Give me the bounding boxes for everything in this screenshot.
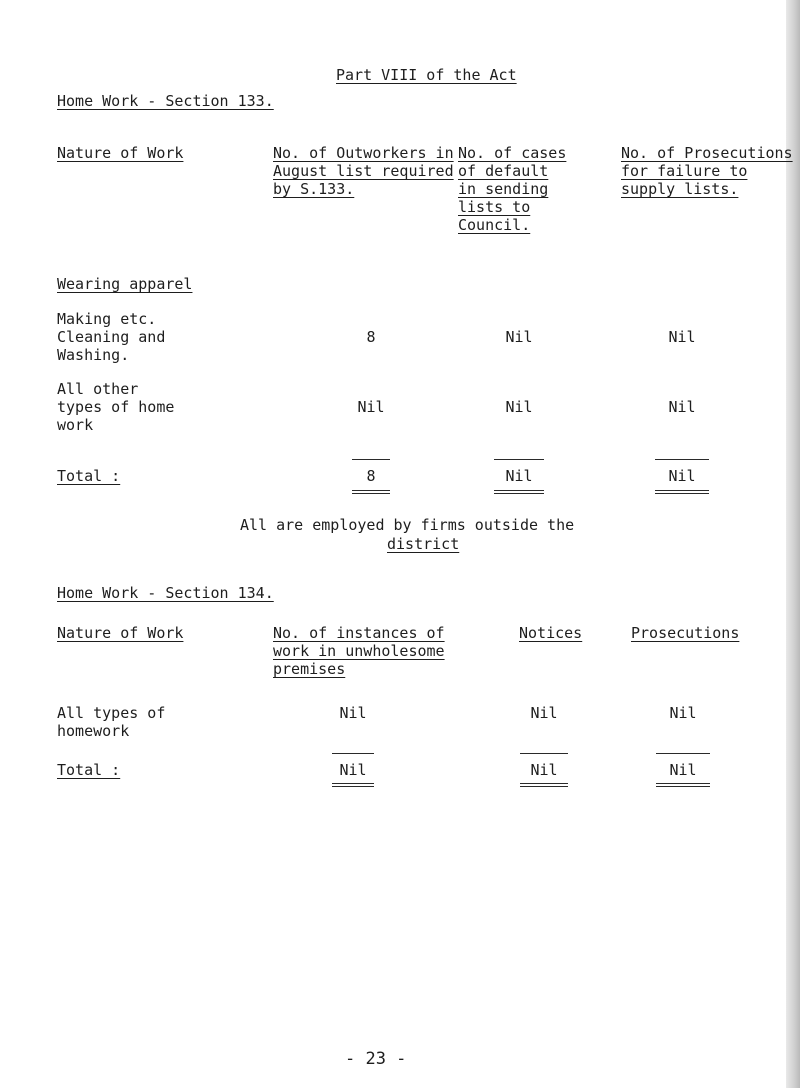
s134-total-prosecutions: Nil xyxy=(669,761,697,779)
s134-rule-above-total-prosecutions xyxy=(656,753,710,754)
s133-header-default-5: Council. xyxy=(458,216,531,234)
s133-note-line-2: district xyxy=(387,535,460,553)
s133-rule-above-total-outworkers xyxy=(352,459,390,460)
s134-rule-above-total-notices xyxy=(520,753,568,754)
s133-header-prosecutions-3: supply lists. xyxy=(621,180,739,198)
s133-row1-label-3: Washing. xyxy=(57,346,130,364)
s134-header-notices: Notices xyxy=(519,624,583,642)
s133-total-label: Total : xyxy=(57,467,121,485)
s133-header-default-1: No. of cases xyxy=(458,144,567,162)
s133-total-default: Nil xyxy=(505,467,533,485)
s133-row1-default: Nil xyxy=(505,328,533,346)
page-number: - 23 - xyxy=(345,1049,407,1069)
s134-double-rule-prosecutions xyxy=(656,783,710,787)
s134-row1-notices: Nil xyxy=(530,704,558,722)
s133-header-default-4: lists to xyxy=(458,198,531,216)
s133-note-line-1: All are employed by firms outside the xyxy=(240,516,575,534)
s133-header-nature: Nature of Work xyxy=(57,144,184,162)
s133-row1-outworkers: 8 xyxy=(366,328,376,346)
s133-row2-label-3: work xyxy=(57,416,94,434)
s134-header-instances-1: No. of instances of xyxy=(273,624,445,642)
s133-row2-label-2: types of home xyxy=(57,398,175,416)
s134-header-instances-2: work in unwholesome xyxy=(273,642,445,660)
s133-group-label: Wearing apparel xyxy=(57,275,193,293)
s133-row2-default: Nil xyxy=(505,398,533,416)
s133-header-default-2: of default xyxy=(458,162,549,180)
s133-rule-above-total-prosecutions xyxy=(655,459,709,460)
s134-header-nature: Nature of Work xyxy=(57,624,184,642)
s133-row1-label-2: Cleaning and xyxy=(57,328,166,346)
s134-double-rule-instances xyxy=(332,783,374,787)
s134-total-notices: Nil xyxy=(530,761,558,779)
s133-double-rule-prosecutions xyxy=(655,490,709,494)
section-133-heading: Home Work - Section 133. xyxy=(57,92,274,110)
page-edge-shadow xyxy=(786,0,800,1088)
s134-row1-label-2: homework xyxy=(57,722,130,740)
s133-header-outworkers-2: August list required xyxy=(273,162,454,180)
s133-row2-prosecutions: Nil xyxy=(668,398,696,416)
s133-row2-outworkers: Nil xyxy=(357,398,385,416)
s134-row1-prosecutions: Nil xyxy=(669,704,697,722)
s133-header-default-3: in sending xyxy=(458,180,549,198)
s133-row1-prosecutions: Nil xyxy=(668,328,696,346)
section-134-heading: Home Work - Section 134. xyxy=(57,584,274,602)
s133-total-outworkers: 8 xyxy=(366,467,376,485)
s134-row1-instances: Nil xyxy=(339,704,367,722)
s134-rule-above-total-instances xyxy=(332,753,374,754)
s134-header-instances-3: premises xyxy=(273,660,346,678)
s134-row1-label-1: All types of xyxy=(57,704,166,722)
s133-double-rule-default xyxy=(494,490,544,494)
s133-header-prosecutions-2: for failure to xyxy=(621,162,748,180)
s133-double-rule-outworkers xyxy=(352,490,390,494)
s134-total-instances: Nil xyxy=(339,761,367,779)
page-title: Part VIII of the Act xyxy=(336,66,517,84)
s133-row1-label-1: Making etc. xyxy=(57,310,157,328)
s133-header-outworkers-1: No. of Outworkers in xyxy=(273,144,454,162)
s134-total-label: Total : xyxy=(57,761,121,779)
s134-header-prosecutions: Prosecutions xyxy=(631,624,740,642)
s133-total-prosecutions: Nil xyxy=(668,467,696,485)
s134-double-rule-notices xyxy=(520,783,568,787)
s133-header-outworkers-3: by S.133. xyxy=(273,180,355,198)
s133-header-prosecutions-1: No. of Prosecutions xyxy=(621,144,793,162)
s133-rule-above-total-default xyxy=(494,459,544,460)
s133-row2-label-1: All other xyxy=(57,380,139,398)
